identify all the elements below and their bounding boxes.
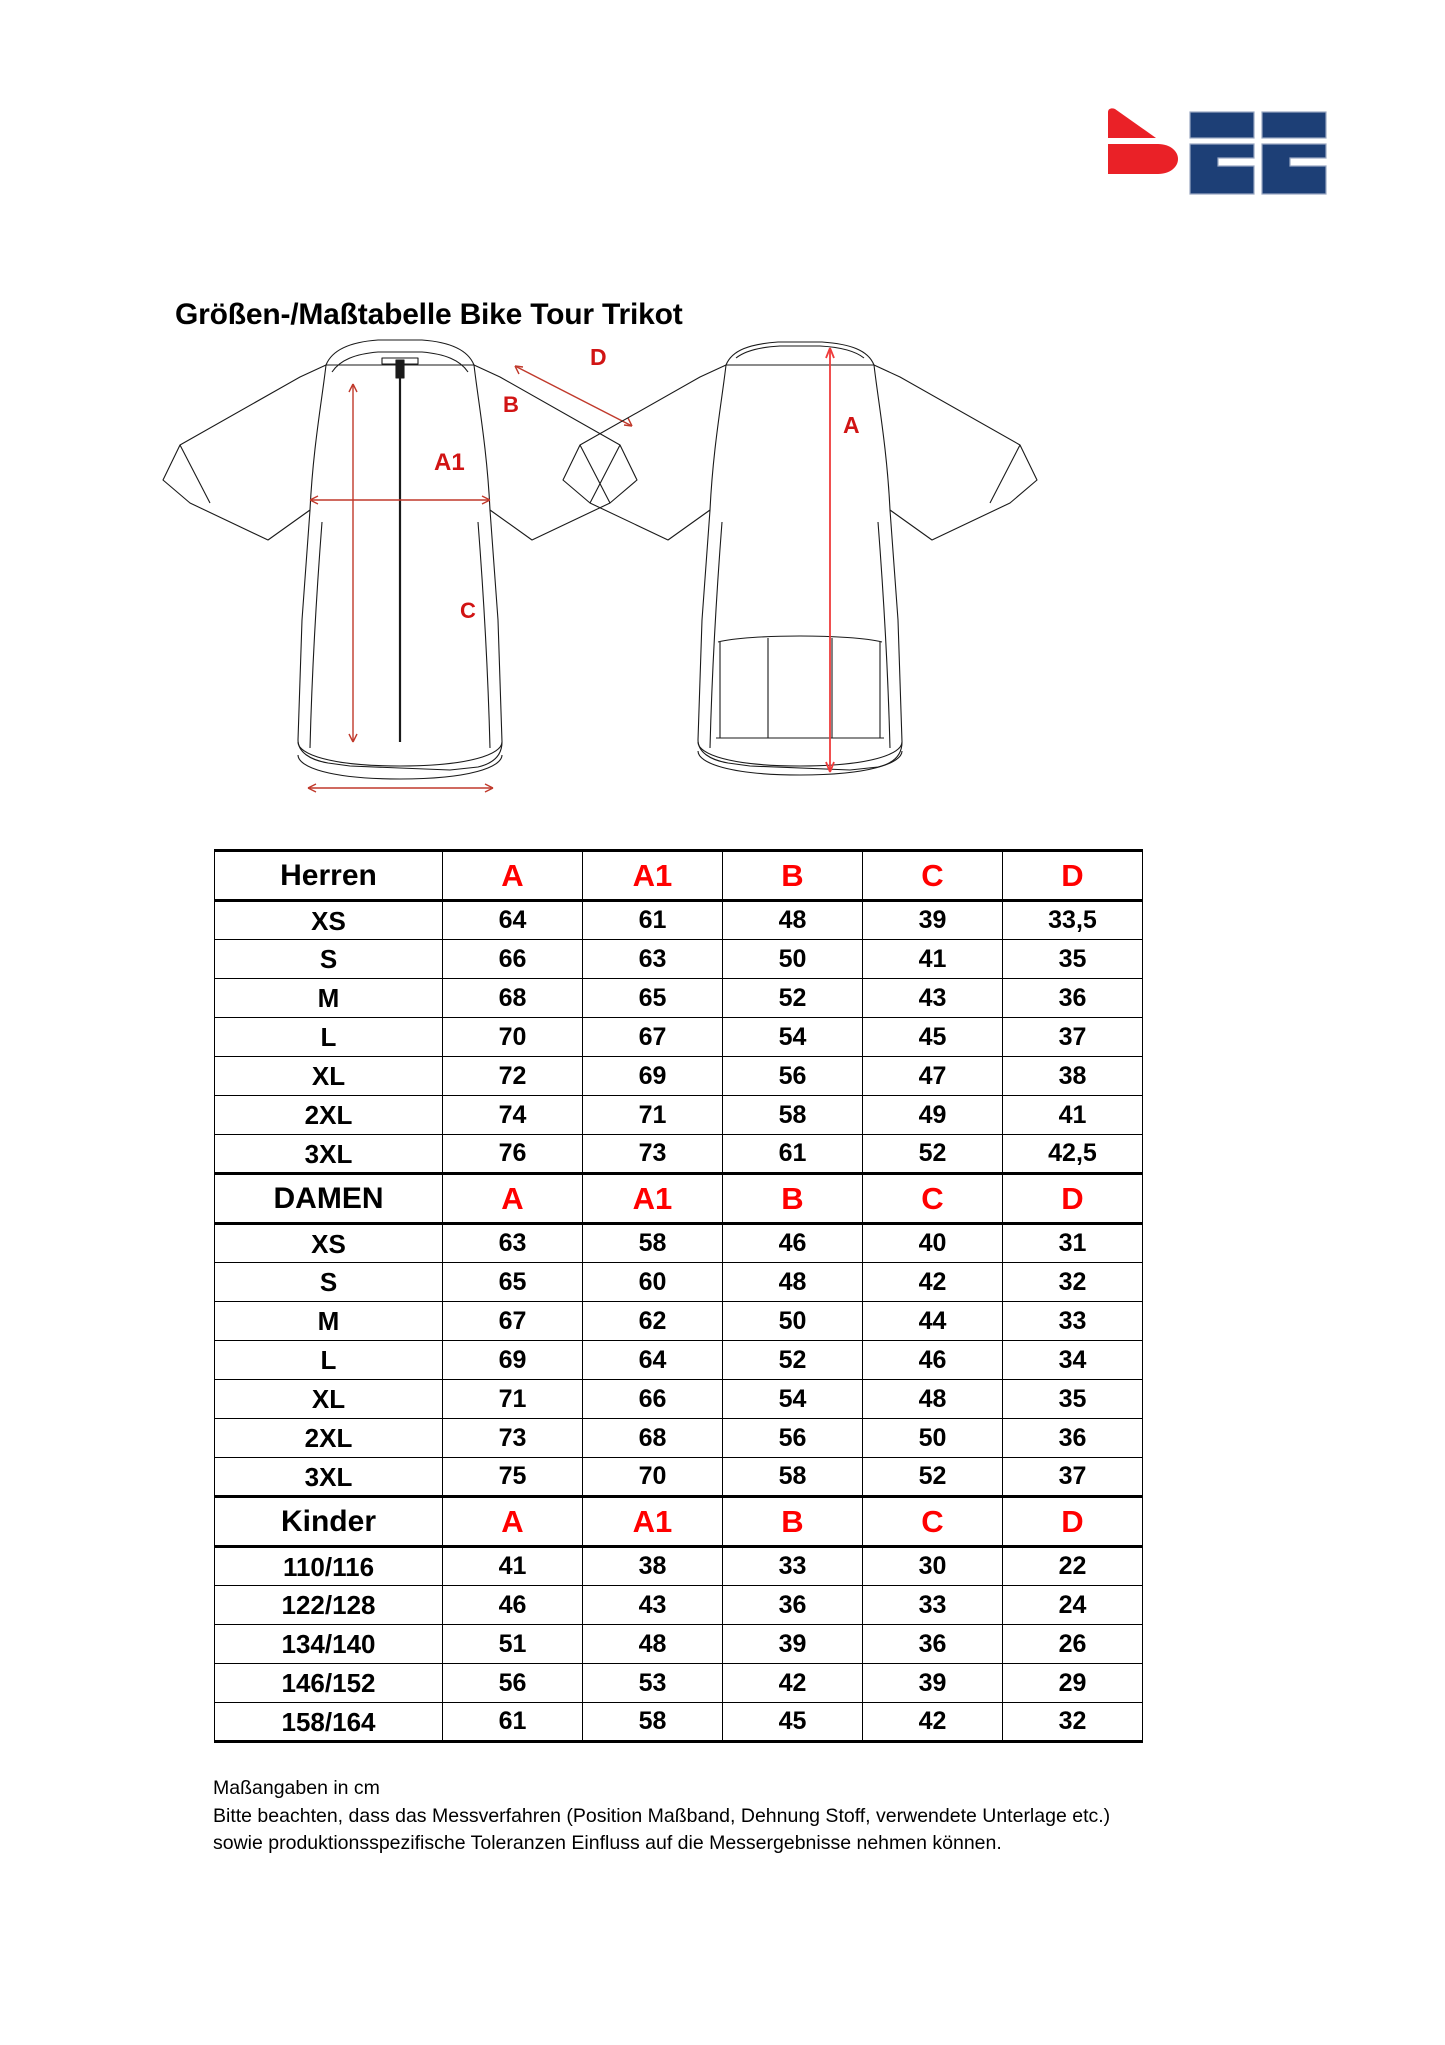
measure-value-b: 54 xyxy=(723,1380,863,1419)
table-row xyxy=(215,1625,1143,1664)
size-name: 134/140 xyxy=(215,1625,443,1664)
measure-value-d: 41 xyxy=(1003,1096,1143,1135)
column-header-c: C xyxy=(863,851,1003,901)
measure-value-a1: 68 xyxy=(583,1419,723,1458)
column-header-a1: A1 xyxy=(583,1174,723,1224)
measure-value-a: 70 xyxy=(443,1018,583,1057)
measure-value-b: 48 xyxy=(723,1263,863,1302)
measure-value-a: 46 xyxy=(443,1586,583,1625)
measure-value-a: 73 xyxy=(443,1419,583,1458)
measure-value-a1: 71 xyxy=(583,1096,723,1135)
size-table xyxy=(214,849,1143,1743)
measure-value-b: 56 xyxy=(723,1057,863,1096)
size-name: XS xyxy=(215,901,443,940)
table-row xyxy=(215,1703,1143,1742)
column-header-a1: A1 xyxy=(583,1497,723,1547)
measurement-diagrams xyxy=(150,344,1150,810)
back-measure-lines xyxy=(826,348,834,772)
measure-value-a1: 73 xyxy=(583,1135,723,1174)
footnote-line-3: sowie produktionsspezifische Toleranzen Einfluss auf die Messergebnisse nehmen können. xyxy=(213,1832,1002,1855)
section-header-damen xyxy=(215,1174,1143,1224)
measure-value-a1: 58 xyxy=(583,1703,723,1742)
dee-logo xyxy=(1090,108,1320,198)
column-header-a1: A1 xyxy=(583,851,723,901)
measure-value-a1: 69 xyxy=(583,1057,723,1096)
table-row xyxy=(215,1419,1143,1458)
measure-value-c: 42 xyxy=(863,1263,1003,1302)
jersey-front-outline xyxy=(163,340,637,779)
measure-value-b: 48 xyxy=(723,901,863,940)
measure-value-d: 26 xyxy=(1003,1625,1143,1664)
size-name: S xyxy=(215,940,443,979)
measure-value-b: 45 xyxy=(723,1703,863,1742)
measure-value-a: 69 xyxy=(443,1341,583,1380)
measure-value-d: 42,5 xyxy=(1003,1135,1143,1174)
measure-value-c: 47 xyxy=(863,1057,1003,1096)
column-header-b: B xyxy=(723,1174,863,1224)
measure-value-d: 35 xyxy=(1003,940,1143,979)
measure-value-c: 46 xyxy=(863,1341,1003,1380)
measure-value-a: 71 xyxy=(443,1380,583,1419)
measure-value-a1: 61 xyxy=(583,901,723,940)
measure-value-c: 48 xyxy=(863,1380,1003,1419)
measure-value-a1: 67 xyxy=(583,1018,723,1057)
measure-value-d: 22 xyxy=(1003,1547,1143,1586)
measure-value-b: 39 xyxy=(723,1625,863,1664)
page-title: Größen-/Maßtabelle Bike Tour Trikot xyxy=(175,298,683,331)
column-header-c: C xyxy=(863,1174,1003,1224)
jersey-back-outline xyxy=(563,342,1037,775)
measure-value-a: 65 xyxy=(443,1263,583,1302)
column-header-b: B xyxy=(723,851,863,901)
measure-value-d: 36 xyxy=(1003,1419,1143,1458)
size-name: XS xyxy=(215,1224,443,1263)
measure-value-d: 37 xyxy=(1003,1018,1143,1057)
measure-value-d: 33,5 xyxy=(1003,901,1143,940)
measure-value-c: 39 xyxy=(863,901,1003,940)
measure-value-c: 33 xyxy=(863,1586,1003,1625)
label-b: B xyxy=(503,392,519,417)
section-label: DAMEN xyxy=(215,1174,443,1224)
measure-value-d: 35 xyxy=(1003,1380,1143,1419)
size-name: XL xyxy=(215,1057,443,1096)
measure-value-c: 40 xyxy=(863,1224,1003,1263)
size-name: S xyxy=(215,1263,443,1302)
measure-value-a: 63 xyxy=(443,1224,583,1263)
measure-value-b: 54 xyxy=(723,1018,863,1057)
section-header-herren xyxy=(215,851,1143,901)
measure-value-a1: 38 xyxy=(583,1547,723,1586)
table-row xyxy=(215,1380,1143,1419)
measure-value-a: 76 xyxy=(443,1135,583,1174)
measure-value-d: 37 xyxy=(1003,1458,1143,1497)
measure-value-c: 49 xyxy=(863,1096,1003,1135)
measure-value-d: 38 xyxy=(1003,1057,1143,1096)
front-measure-lines xyxy=(308,366,632,792)
column-header-d: D xyxy=(1003,1174,1143,1224)
measure-value-c: 30 xyxy=(863,1547,1003,1586)
measure-value-b: 52 xyxy=(723,979,863,1018)
size-name: 2XL xyxy=(215,1096,443,1135)
measure-value-b: 50 xyxy=(723,940,863,979)
measure-value-a: 41 xyxy=(443,1547,583,1586)
table-row xyxy=(215,940,1143,979)
table-row xyxy=(215,1096,1143,1135)
size-table-container xyxy=(214,849,1142,1743)
measure-value-d: 29 xyxy=(1003,1664,1143,1703)
section-label: Kinder xyxy=(215,1497,443,1547)
measure-value-b: 58 xyxy=(723,1458,863,1497)
measure-value-a1: 48 xyxy=(583,1625,723,1664)
measure-value-d: 24 xyxy=(1003,1586,1143,1625)
size-name: 2XL xyxy=(215,1419,443,1458)
size-name: 122/128 xyxy=(215,1586,443,1625)
measure-value-a: 64 xyxy=(443,901,583,940)
measure-value-a: 67 xyxy=(443,1302,583,1341)
label-a1: A1 xyxy=(434,449,465,476)
measure-value-d: 31 xyxy=(1003,1224,1143,1263)
measure-value-d: 33 xyxy=(1003,1302,1143,1341)
label-a: A xyxy=(843,412,860,438)
column-header-a: A xyxy=(443,1174,583,1224)
table-row xyxy=(215,1341,1143,1380)
table-row xyxy=(215,901,1143,940)
measure-value-c: 50 xyxy=(863,1419,1003,1458)
size-name: M xyxy=(215,1302,443,1341)
measure-value-b: 52 xyxy=(723,1341,863,1380)
table-row xyxy=(215,1135,1143,1174)
measure-value-a1: 60 xyxy=(583,1263,723,1302)
table-row xyxy=(215,1263,1143,1302)
measure-value-a: 51 xyxy=(443,1625,583,1664)
table-row xyxy=(215,1302,1143,1341)
column-header-b: B xyxy=(723,1497,863,1547)
size-name: L xyxy=(215,1341,443,1380)
measure-value-a1: 63 xyxy=(583,940,723,979)
label-d: D xyxy=(590,344,607,370)
size-name: M xyxy=(215,979,443,1018)
measure-value-c: 42 xyxy=(863,1703,1003,1742)
size-name: 3XL xyxy=(215,1458,443,1497)
measure-value-b: 56 xyxy=(723,1419,863,1458)
measure-value-b: 50 xyxy=(723,1302,863,1341)
size-name: L xyxy=(215,1018,443,1057)
measure-value-a: 72 xyxy=(443,1057,583,1096)
measure-value-c: 44 xyxy=(863,1302,1003,1341)
column-header-c: C xyxy=(863,1497,1003,1547)
measure-value-c: 43 xyxy=(863,979,1003,1018)
measure-value-a: 56 xyxy=(443,1664,583,1703)
column-header-d: D xyxy=(1003,1497,1143,1547)
measure-value-d: 32 xyxy=(1003,1703,1143,1742)
measure-value-a1: 65 xyxy=(583,979,723,1018)
table-row xyxy=(215,1458,1143,1497)
measure-value-c: 36 xyxy=(863,1625,1003,1664)
column-header-a: A xyxy=(443,1497,583,1547)
measure-value-c: 41 xyxy=(863,940,1003,979)
table-row xyxy=(215,979,1143,1018)
measure-value-a: 68 xyxy=(443,979,583,1018)
table-row xyxy=(215,1586,1143,1625)
table-row xyxy=(215,1664,1143,1703)
size-name: XL xyxy=(215,1380,443,1419)
measure-value-a1: 53 xyxy=(583,1664,723,1703)
measure-value-b: 42 xyxy=(723,1664,863,1703)
measure-value-a1: 62 xyxy=(583,1302,723,1341)
size-name: 3XL xyxy=(215,1135,443,1174)
measure-value-a1: 64 xyxy=(583,1341,723,1380)
measure-value-c: 39 xyxy=(863,1664,1003,1703)
size-name: 158/164 xyxy=(215,1703,443,1742)
footnote-line-1: Maßangaben in cm xyxy=(213,1777,380,1799)
measure-value-a: 75 xyxy=(443,1458,583,1497)
measure-value-d: 34 xyxy=(1003,1341,1143,1380)
size-name: 110/116 xyxy=(215,1547,443,1586)
table-row xyxy=(215,1224,1143,1263)
label-c: C xyxy=(460,598,476,623)
measure-value-b: 46 xyxy=(723,1224,863,1263)
column-header-a: A xyxy=(443,851,583,901)
measure-value-a: 74 xyxy=(443,1096,583,1135)
measure-value-a: 61 xyxy=(443,1703,583,1742)
measure-value-a1: 43 xyxy=(583,1586,723,1625)
measure-value-d: 32 xyxy=(1003,1263,1143,1302)
measure-value-c: 52 xyxy=(863,1135,1003,1174)
measure-value-b: 36 xyxy=(723,1586,863,1625)
footnote-line-2: Bitte beachten, dass das Messverfahren (Position Maßband, Dehnung Stoff, verwendete Unterlage etc.) xyxy=(213,1804,1111,1827)
measure-value-b: 61 xyxy=(723,1135,863,1174)
measure-value-b: 33 xyxy=(723,1547,863,1586)
measure-value-a: 66 xyxy=(443,940,583,979)
table-row xyxy=(215,1547,1143,1586)
measure-value-a1: 70 xyxy=(583,1458,723,1497)
measure-value-a1: 66 xyxy=(583,1380,723,1419)
table-row xyxy=(215,1018,1143,1057)
section-header-kinder xyxy=(215,1497,1143,1547)
measure-value-c: 52 xyxy=(863,1458,1003,1497)
footnotes xyxy=(213,1775,1110,1858)
size-name: 146/152 xyxy=(215,1664,443,1703)
measure-value-d: 36 xyxy=(1003,979,1143,1018)
table-row xyxy=(215,1057,1143,1096)
measure-value-c: 45 xyxy=(863,1018,1003,1057)
section-label: Herren xyxy=(215,851,443,901)
measure-value-b: 58 xyxy=(723,1096,863,1135)
measure-value-a1: 58 xyxy=(583,1224,723,1263)
column-header-d: D xyxy=(1003,851,1143,901)
